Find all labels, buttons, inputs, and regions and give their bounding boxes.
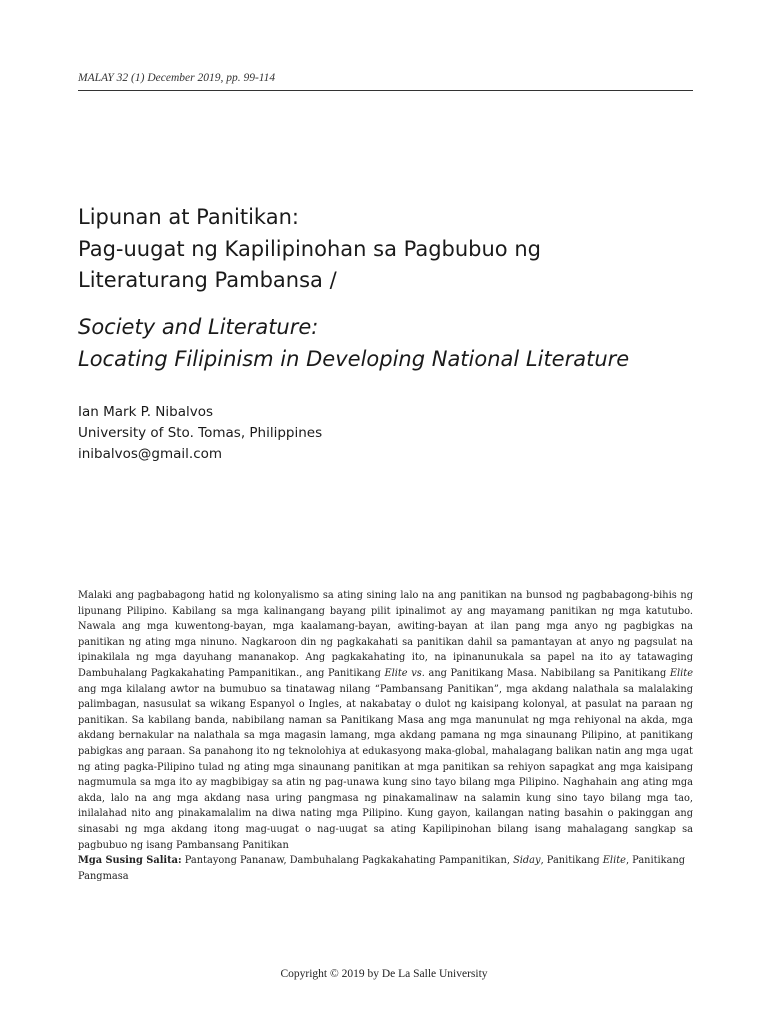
article-title bbox=[78, 202, 718, 297]
copyright-footer: Copyright © 2019 by De La Salle University bbox=[280, 968, 488, 980]
abstract-elite-2: Elite bbox=[669, 667, 693, 679]
keywords-text-1: Pantayong Pananaw, Dambuhalang Pagkakahating Pampanitikan, bbox=[181, 855, 514, 866]
author-info bbox=[78, 402, 578, 465]
journal-citation: MALAY 32 (1) December 2019, pp. 99-114 bbox=[78, 72, 693, 91]
abstract bbox=[78, 588, 693, 853]
title-line-2: Pag-uugat ng Kapilipinohan sa Pagbubuo ng bbox=[78, 236, 541, 261]
title-line-3: Literaturang Pambansa / bbox=[78, 268, 337, 292]
article-subtitle bbox=[78, 312, 718, 375]
author-email[interactable]: inibalvos@gmail.com bbox=[78, 446, 223, 462]
keyword-siday: Siday bbox=[513, 855, 541, 866]
abstract-elite-1: Elite bbox=[384, 667, 408, 679]
author-affiliation: University of Sto. Tomas, Philippines bbox=[78, 425, 323, 441]
keywords-text-3: , Panitikang Pangmasa bbox=[78, 855, 686, 882]
abstract-vs: vs. bbox=[407, 667, 425, 679]
keywords-label: Mga Susing Salita: bbox=[78, 855, 182, 866]
keywords bbox=[78, 853, 693, 884]
abstract-text-3: ang mga kilalang awtor na bumubuo sa tinatawag nilang “Pambansang Panitikan”, mga akdang nalathala sa malalaking palimbagan, nasusulat sa wikang Espanyol o Ingles, at nakabatay o dulot ng kaisipang kolonyal, at pasulat na paraan ng panitikan. Sa kabilang banda, nabibilang naman sa Panitikang Masa ang mga manunulat ng mga rehiyonal na akda, mga akdang bernakular na nalathala sa mga magasin lamang, mga akdang pamana ng mga sinaunang Pilipino, at panitikang pabigkas ang paraan. Sa panahong ito ng teknolohiya at edukasyong maka-global, mahalagang balikan natin ang mga ugat ng ating pagka-Pilipino tulad ng ating mga sinaunang panitikan at mga panitikan sa rehiyon sapagkat ang mga kaisipang nagmumula sa mga ito ay magbibigay sa atin ng pag-unawa kung sino tayo bilang mga Pilipino. Naghahain ang ating mga akda, lalo na ang mga akdang nasa uring pangmasa ng pinakamalinaw na salamin kung sino tayo bilang mga tao, inilalahad nito ang pinakamalalim na diwa nating mga Pilipino. Kung gayon, kailangan nating basahin o pakinggan ang sinasabi ng mga akdang itong mag-uugat o nag-uugat sa ating Kapilipinohan bilang isang mahalagang sangkap sa pagbubuo ng isang Pambansang Panitikan bbox=[78, 683, 693, 851]
abstract-text-1: Malaki ang pagbabagong hatid ng kolonyalismo sa ating sining lalo na ang panitikan na bunsod ng pagbabagong-bihis ng lipunang Pilipino. Kabilang sa mga kalinangang bayang pilit ipinalimot ay ang mayamang panitikan ng mga katutubo. Nawala ang mga kuwentong-bayan, mga kaalamang-bayan, awiting-bayan at ilan pang mga anyo ng pagbigkas na panitikan ng ating mga ninuno. Nagkaroon din ng pagkakahati sa panitikan dahil sa pamantayan at anyo ng pagsulat na ipinakilala ng mga dayuhang mananakop. Ang pagkakahating ito, na ipinanunukala sa papel na ito ay tatawaging Dambuhalang Pagkakahating Pampanitikan., ang Panitikang bbox=[78, 590, 693, 679]
author-name: Ian Mark P. Nibalvos bbox=[78, 404, 214, 420]
title-line-1: Lipunan at Panitikan: bbox=[78, 205, 299, 229]
subtitle-line-2: Locating Filipinism in Developing National Literature bbox=[78, 346, 630, 371]
subtitle-line-1: Society and Literature: bbox=[78, 315, 319, 339]
keywords-text-2: , Panitikang bbox=[540, 855, 603, 866]
keyword-elite: Elite bbox=[602, 855, 626, 866]
abstract-text-2: ang Panitikang Masa. Nabibilang sa Panitikang bbox=[424, 667, 670, 679]
